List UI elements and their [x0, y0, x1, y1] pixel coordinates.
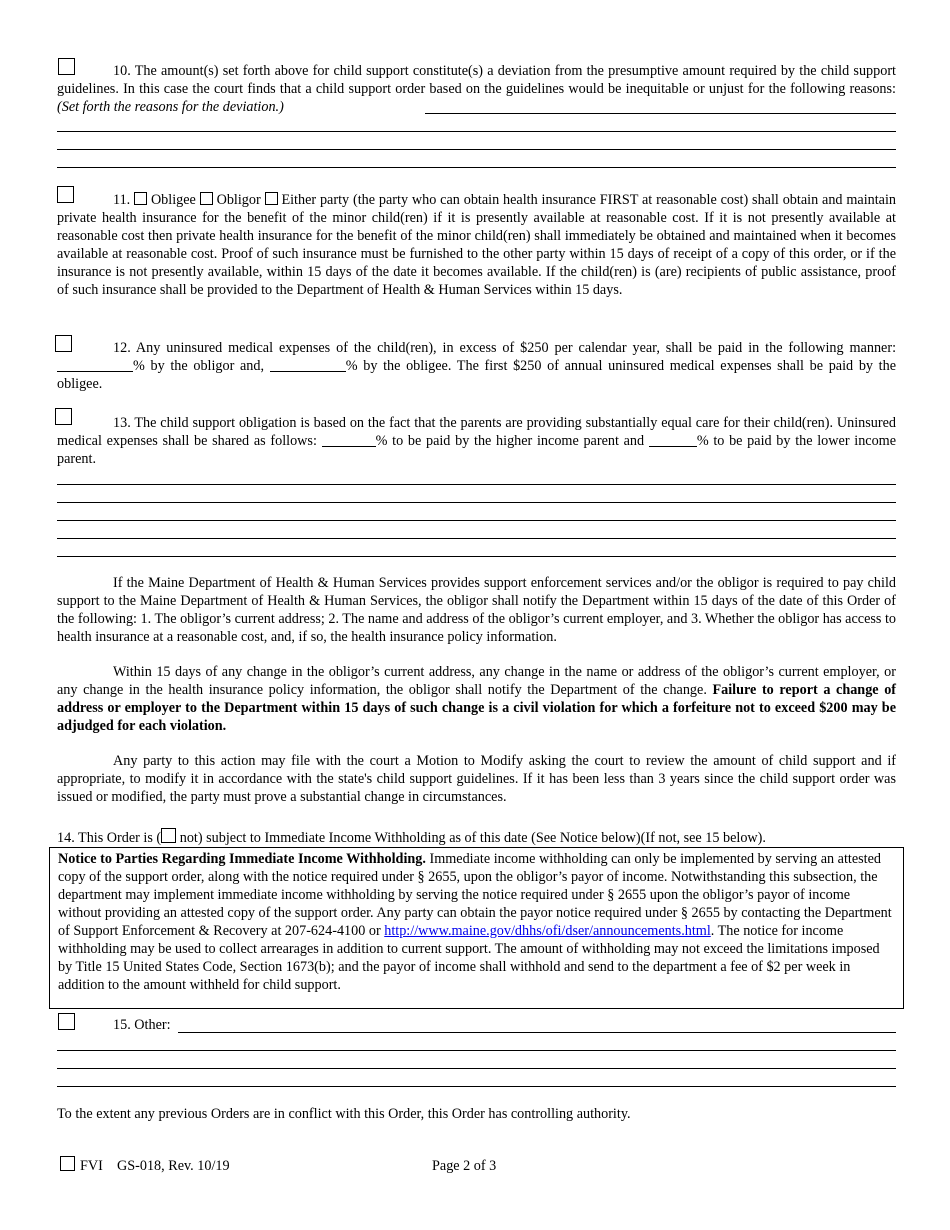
item15-fill-line-1[interactable] — [57, 1050, 896, 1051]
item15-checkbox[interactable] — [58, 1013, 75, 1030]
item10-number: 10. — [113, 63, 131, 79]
notice-text-b: . The notice for income withholding may be used to collect arrearages in addition to current support. The amount of withholding may not exceed the limitations imposed by Title 15 United States Code, Section 1673(b); and the payor of income shall withhold and send to the department a fee of $2 per week in addition to the amount withheld for child support. — [58, 923, 880, 993]
motion-to-modify-paragraph — [57, 752, 896, 806]
fvi-checkbox[interactable] — [60, 1156, 75, 1171]
item10-fill-line-3[interactable] — [57, 167, 896, 168]
item12-text-b: % by the obligor and, — [133, 358, 265, 374]
either-party-label: Either party — [281, 192, 350, 208]
item10-fill-line-0[interactable] — [425, 113, 896, 114]
obligee-label: Obligee — [150, 192, 196, 208]
form-number: GS-018, Rev. 10/19 — [117, 1158, 230, 1174]
item15-fill-line-0[interactable] — [178, 1032, 896, 1033]
controlling-authority-text: To the extent any previous Orders are in conflict with this Order, this Order has controlling authority. — [57, 1106, 631, 1122]
obligee-checkbox[interactable] — [134, 192, 147, 205]
item14-not-checkbox[interactable] — [161, 828, 176, 843]
item12-text-c: % by the obligee. The first $250 of annual uninsured medical expenses shall be paid by the obligee. — [57, 358, 897, 392]
item10-paragraph — [57, 62, 896, 116]
item15-fill-line-2[interactable] — [57, 1068, 896, 1069]
item12-number: 12. — [113, 340, 131, 356]
lower-income-percent-blank[interactable] — [649, 432, 697, 447]
item15-label: 15. Other: — [113, 1017, 171, 1033]
page-number: Page 2 of 3 — [432, 1158, 497, 1174]
notice-heading: Notice to Parties Regarding Immediate Income Withholding. — [58, 851, 426, 867]
obligor-label: Obligor — [216, 192, 261, 208]
item13-fill-line-3[interactable] — [57, 520, 896, 521]
change-notification-text: Within 15 days of any change in the obligor’s current address, any change in the name or address of the obligor’s current employer, or any change in the health insurance policy information, the obligor shall notify the Department of the change. — [57, 664, 896, 698]
dhhs-notification-paragraph — [57, 574, 896, 646]
item13-fill-line-2[interactable] — [57, 502, 896, 503]
obligor-percent-blank[interactable] — [57, 357, 133, 372]
income-withholding-notice-box — [49, 847, 904, 1009]
item10-instruction: (Set forth the reasons for the deviation.) — [57, 99, 284, 115]
dhhs-notification-text: If the Maine Department of Health & Human Services provides support enforcement services and/or the obligor is required to pay child support to the Maine Department of Health & Human Services, the obligor shall notify the Department within 15 days of the date of this Order of the following: 1. The obligor’s current address; 2. The name and address of the obligor’s current employer, and 3. Whether the obligor has access to health insurance at a reasonable cost, and, if so, the health insurance policy information. — [57, 575, 896, 645]
item13-fill-line-5[interactable] — [57, 556, 896, 557]
item14-line — [57, 828, 896, 847]
item13-paragraph — [57, 414, 896, 468]
item13-number: 13. — [113, 415, 131, 431]
item10-text: The amount(s) set forth above for child support constitute(s) a deviation from the presumptive amount required by the child support guidelines. In this case the court finds that a child support order based on the guidelines would be inequitable or unjust for the following reasons: — [57, 63, 896, 97]
item10-fill-line-1[interactable] — [57, 131, 896, 132]
item14-prefix: 14. This Order is ( — [57, 830, 162, 846]
higher-income-percent-blank[interactable] — [322, 432, 376, 447]
item12-paragraph — [57, 339, 896, 393]
forfeiture-warning: Failure to report a change of address or employer to the Department within 15 days of such change is a civil violation for which a forfeiture not to exceed $200 may be adjudged for each violation. — [57, 682, 897, 734]
item11-paragraph — [57, 191, 896, 299]
item10-fill-line-2[interactable] — [57, 149, 896, 150]
item15-fill-line-3[interactable] — [57, 1086, 896, 1087]
change-notification-paragraph — [57, 663, 896, 735]
item11-text: (the party who can obtain health insurance FIRST at reasonable cost) shall obtain and maintain private health insurance for the benefit of the minor child(ren) if it is presently available at reasonable cost. If it is not presently available at reasonable cost then private health insurance for the benefit of the minor child(ren) shall immediately be obtained and maintained when it becomes available at reasonable cost. Proof of such insurance must be furnished to the other party within 15 days of receipt of a copy of this order, or if the insurance is not presently available, within 15 days of the date it becomes available. If the child(ren) is (are) recipients of public assistance, proof of such insurance shall be provided to the Department of Health & Human Services within 15 days. — [57, 192, 897, 298]
item11-number: 11. — [113, 192, 131, 208]
obligor-checkbox[interactable] — [200, 192, 213, 205]
item13-text-b: % to be paid by the higher income parent and — [375, 433, 645, 449]
notice-text-a: Immediate income withholding can only be implemented by serving an attested copy of the support order, along with the notice required under § 2655, upon the obligor’s payor of income. Notwithstanding this subsection, the department may implement immediate income withholding by serving the notice required under § 2655 upon the obligor’s payor of income without providing an attested copy of the support order. Any party can obtain the payor notice required under § 2655 by contacting the Department of Support Enforcement & Recovery at 207-624-4100 or — [58, 851, 892, 939]
item14-suffix: ) subject to Immediate Income Withholding as of this date (See Notice below)(If not, see 15 below). — [197, 830, 766, 846]
item12-text-a: Any uninsured medical expenses of the child(ren), in excess of $250 per calendar year, shall be paid in the following manner: — [135, 340, 897, 356]
item14-not: not — [179, 830, 198, 846]
obligee-percent-blank[interactable] — [270, 357, 346, 372]
fvi-label: FVI — [80, 1158, 103, 1174]
income-withholding-notice — [58, 850, 895, 994]
item13-fill-line-4[interactable] — [57, 538, 896, 539]
motion-to-modify-text: Any party to this action may file with the court a Motion to Modify asking the court to review the amount of child support and if appropriate, to modify it in accordance with the state's child support guidelines. If it has been less than 3 years since the child support order was issued or modified, the party must prove a substantial change in circumstances. — [57, 753, 896, 805]
item13-text-a: The child support obligation is based on the fact that the parents are providing substantially equal care for their child(ren). Uninsured medical expenses shall be shared as follows: — [57, 415, 896, 449]
item13-text-c: % to be paid by the lower income parent. — [57, 433, 897, 467]
either-party-checkbox[interactable] — [265, 192, 278, 205]
item13-fill-line-1[interactable] — [57, 484, 896, 485]
dser-announcements-link[interactable]: http://www.maine.gov/dhhs/ofi/dser/announcements.html — [384, 923, 711, 939]
